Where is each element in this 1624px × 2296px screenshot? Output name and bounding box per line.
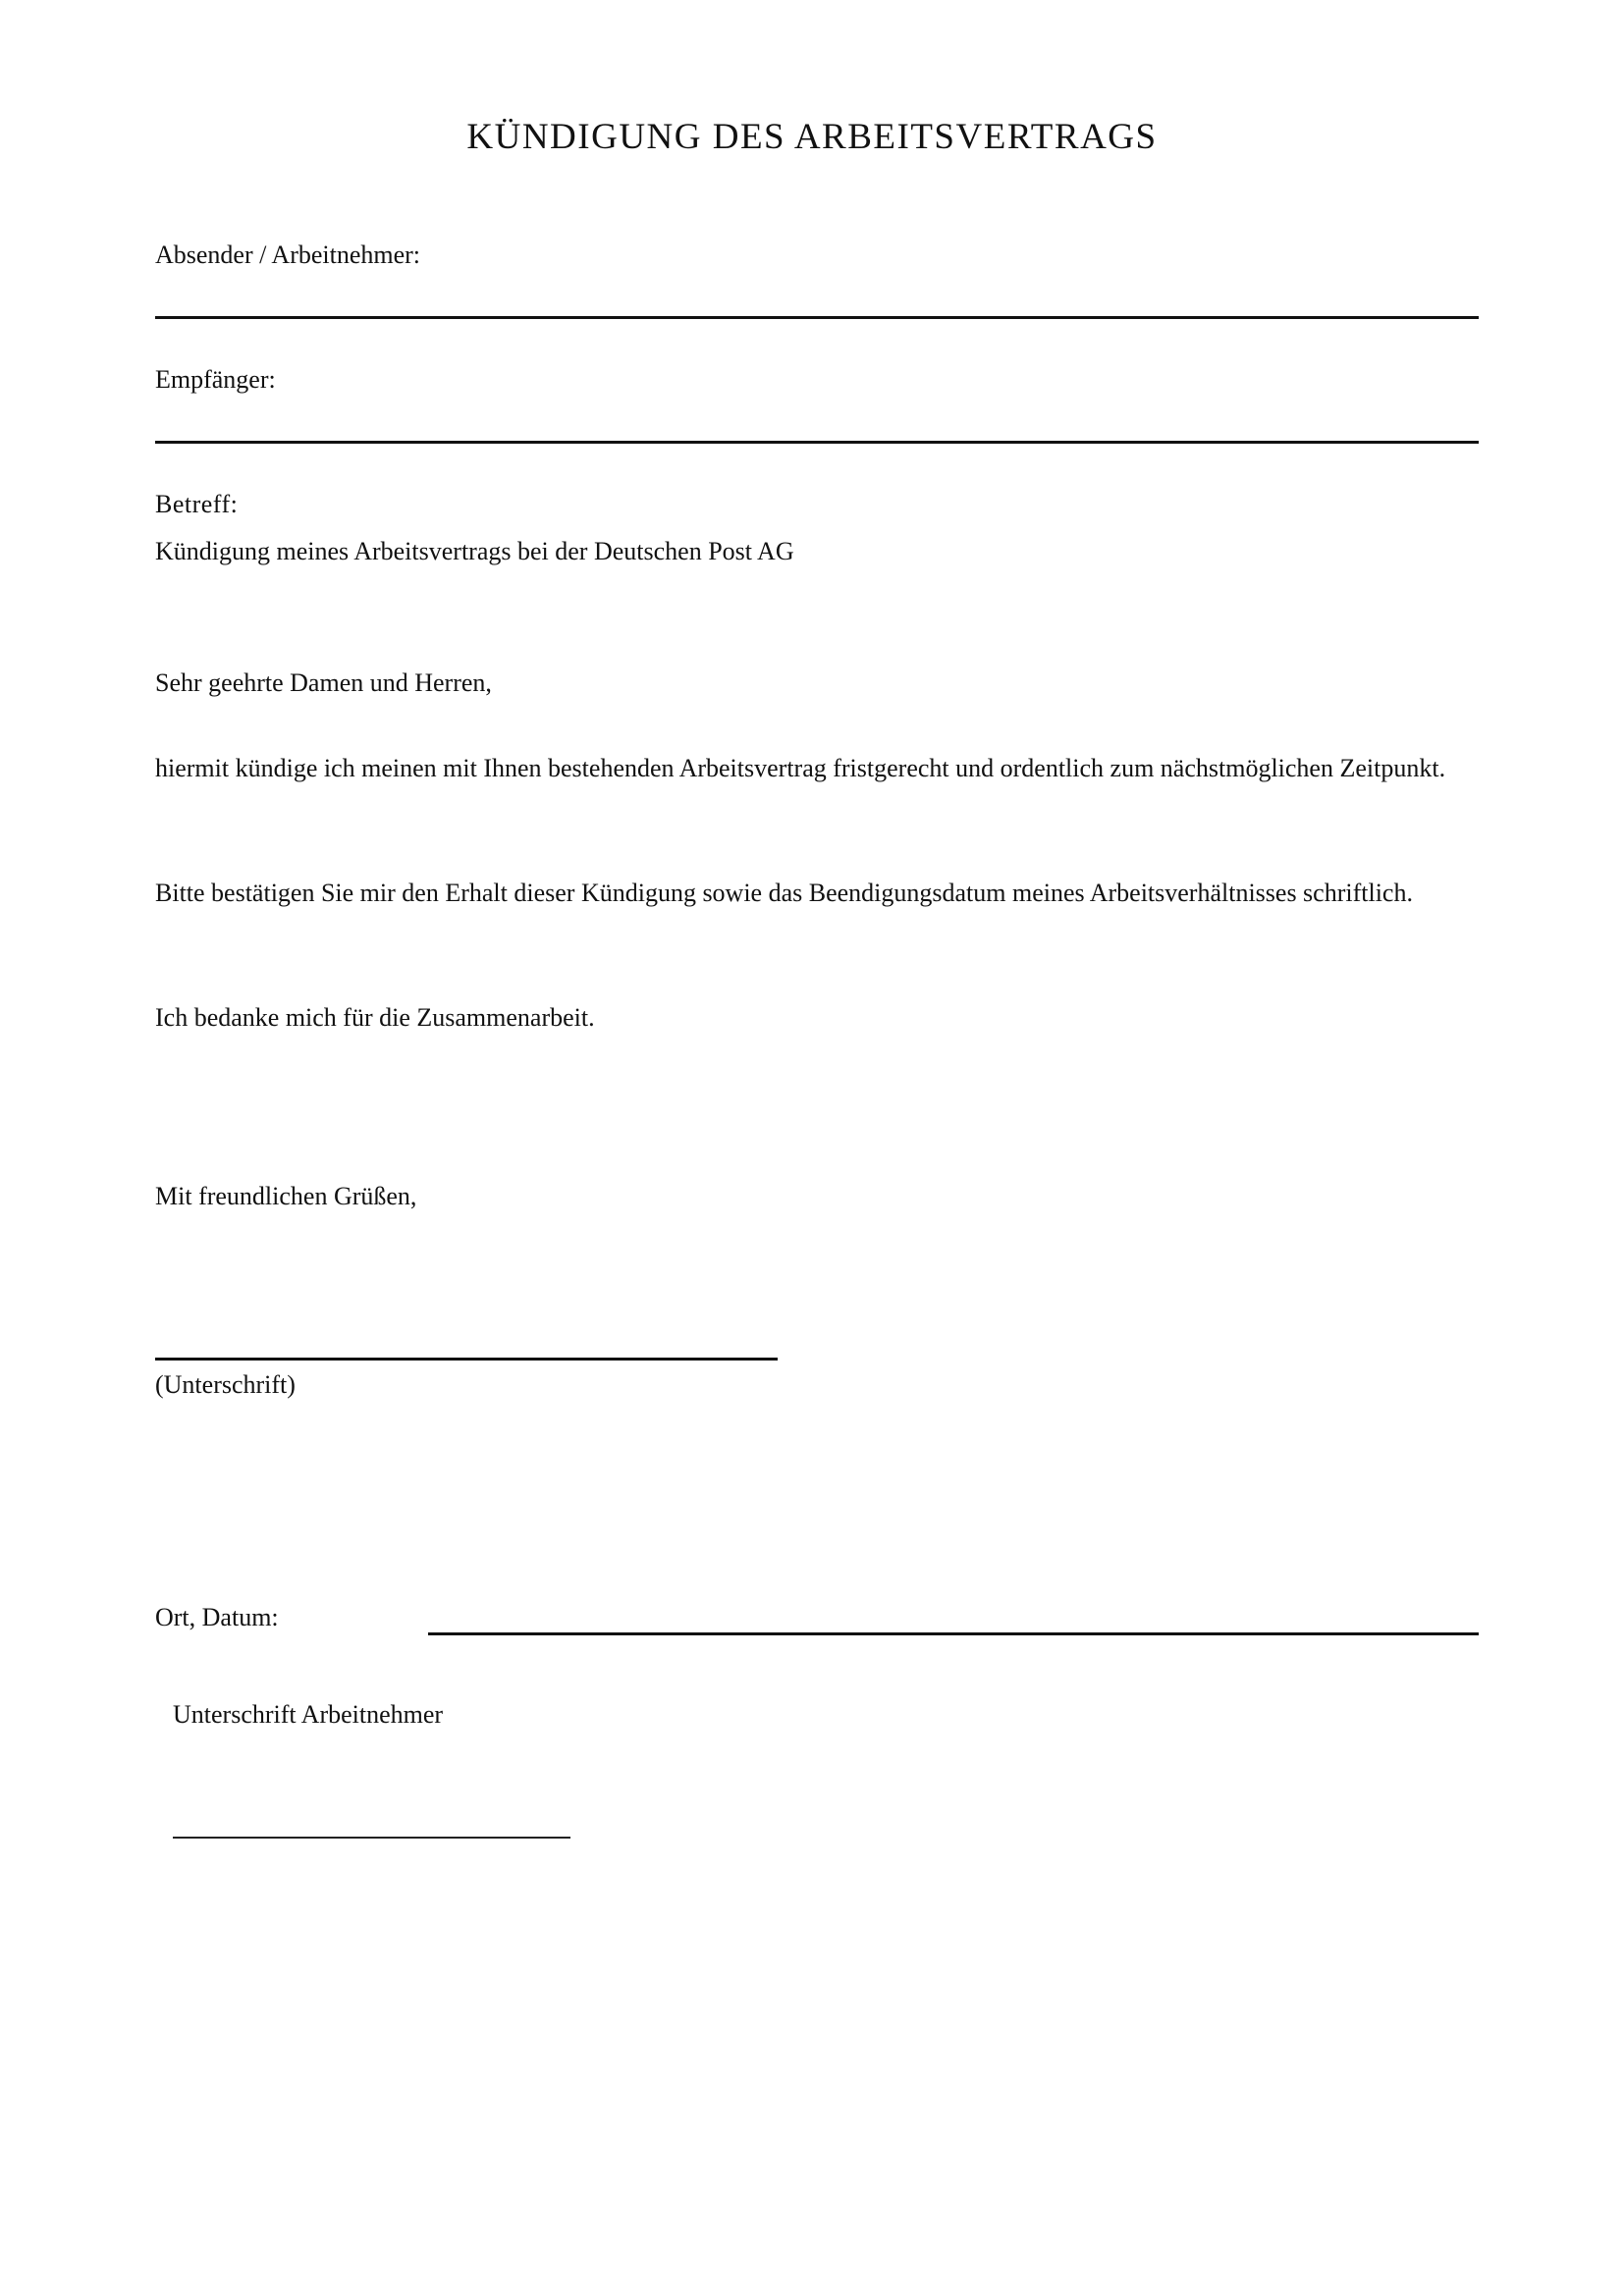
signature-caption: (Unterschrift): [155, 1370, 296, 1399]
employee-signature-line[interactable]: [173, 1837, 570, 1839]
subject-text: Kündigung meines Arbeitsvertrags bei der Deutschen Post AG: [155, 537, 794, 565]
recipient-input-line[interactable]: [155, 441, 1479, 444]
signature-line[interactable]: [155, 1358, 778, 1361]
paragraph-termination: hiermit kündige ich meinen mit Ihnen bestehenden Arbeitsvertrag fristgerecht und ordentlich zum nächstmöglichen Zeitpunkt.: [155, 754, 1446, 782]
salutation: Sehr geehrte Damen und Herren,: [155, 668, 492, 697]
employee-signature-label: Unterschrift Arbeitnehmer: [173, 1700, 444, 1729]
sender-label: Absender / Arbeitnehmer:: [155, 240, 421, 269]
place-date-label: Ort, Datum:: [155, 1603, 279, 1631]
paragraph-confirmation: Bitte bestätigen Sie mir den Erhalt dieser Kündigung sowie das Beendigungsdatum meines Arbeitsverhältnisses schriftlich.: [155, 879, 1413, 907]
sender-input-line[interactable]: [155, 316, 1479, 319]
place-date-line[interactable]: [428, 1632, 1479, 1635]
paragraph-thanks: Ich bedanke mich für die Zusammenarbeit.: [155, 1003, 595, 1032]
document-title: KÜNDIGUNG DES ARBEITSVERTRAGS: [466, 117, 1158, 157]
recipient-label: Empfänger:: [155, 365, 276, 394]
closing: Mit freundlichen Grüßen,: [155, 1182, 417, 1210]
subject-label: Betreff:: [155, 490, 239, 518]
